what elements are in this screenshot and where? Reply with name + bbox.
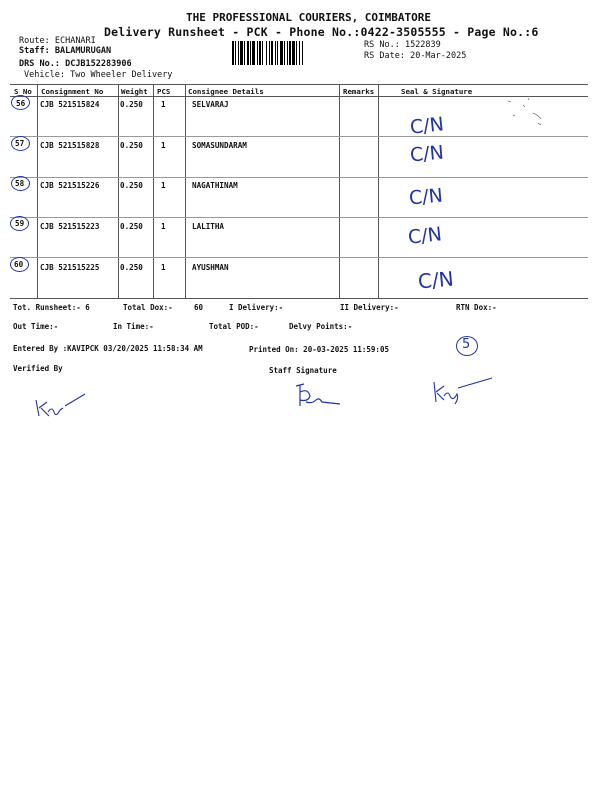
route-label: Route: bbox=[19, 36, 50, 46]
row-3-sno: 58 bbox=[15, 179, 25, 188]
row-2-consignment: CJB 521515828 bbox=[40, 141, 100, 150]
header-consignee: Consignee Details bbox=[188, 87, 264, 96]
row-1-weight: 0.250 bbox=[120, 100, 143, 109]
drs-label: DRS No.: bbox=[19, 59, 60, 69]
row-3-weight: 0.250 bbox=[120, 181, 143, 190]
page-number: 5 bbox=[462, 337, 471, 352]
row-4-pcs: 1 bbox=[161, 222, 166, 231]
table-top-border bbox=[10, 84, 588, 85]
route-value: ECHANARI bbox=[54, 36, 96, 46]
header-sno: S No bbox=[14, 87, 32, 96]
staff-label: Staff: bbox=[19, 46, 50, 56]
header-consignment: Consignment No bbox=[41, 87, 104, 96]
staff-value: BALAMURUGAN bbox=[54, 46, 112, 56]
row-5-pcs: 1 bbox=[161, 263, 166, 272]
row-divider-4 bbox=[10, 257, 588, 258]
row-1-pcs: 1 bbox=[161, 100, 166, 109]
row-4-signature: C/N bbox=[406, 223, 443, 249]
row-5-signature: C/N bbox=[417, 266, 455, 294]
row-divider-1 bbox=[10, 136, 588, 137]
row-3-signature: C/N bbox=[408, 184, 444, 210]
out-time: Out Time:- bbox=[13, 322, 59, 331]
row-5-consignment: CJB 521515225 bbox=[40, 263, 100, 272]
row-3-consignment: CJB 521515226 bbox=[40, 181, 100, 190]
route-line bbox=[19, 36, 96, 46]
rs-date-value: 20-Mar-2025 bbox=[410, 51, 467, 61]
drs-value: DCJB152283906 bbox=[65, 59, 132, 69]
ii-delivery: II Delivery:- bbox=[340, 303, 399, 312]
staff-signature bbox=[292, 380, 352, 410]
vehicle-label: Vehicle: bbox=[24, 70, 65, 80]
row-3-pcs: 1 bbox=[161, 181, 166, 190]
rs-date-line bbox=[364, 51, 466, 61]
row-1-sno: 56 bbox=[16, 99, 26, 108]
row-divider-2 bbox=[10, 177, 588, 178]
header-remarks: Remarks bbox=[343, 87, 375, 96]
row-2-sno: 57 bbox=[15, 139, 25, 148]
delvy-points: Delvy Points:- bbox=[289, 322, 353, 331]
verified-signature bbox=[33, 392, 103, 422]
stray-marks bbox=[498, 93, 558, 133]
row-2-signature: C/N bbox=[409, 141, 445, 167]
staff-signature-label: Staff Signature bbox=[269, 366, 337, 375]
col-divider-6 bbox=[378, 84, 379, 298]
row-5-sno: 60 bbox=[14, 260, 24, 269]
col-divider-5 bbox=[339, 84, 340, 298]
col-divider-3 bbox=[153, 84, 154, 298]
drs-line bbox=[19, 59, 132, 69]
row-4-consignment: CJB 521515223 bbox=[40, 222, 100, 231]
i-delivery: I Delivery:- bbox=[229, 303, 284, 312]
row-3-consignee: NAGATHINAM bbox=[192, 181, 238, 190]
header-weight: Weight bbox=[121, 87, 148, 96]
barcode-graphic bbox=[232, 41, 357, 65]
rs-no-value: 1522839 bbox=[404, 40, 441, 50]
header-pcs: PCS bbox=[157, 87, 171, 96]
row-5-consignee: AYUSHMAN bbox=[192, 263, 229, 272]
staff-line bbox=[19, 46, 111, 56]
row-4-weight: 0.250 bbox=[120, 222, 143, 231]
row-2-consignee: SOMASUNDARAM bbox=[192, 141, 247, 150]
header-seal-signature: Seal & Signature bbox=[401, 87, 473, 96]
runsheet-title: Delivery Runsheet - PCK - Phone No.:0422-3505555 - Page No.:6 bbox=[104, 25, 539, 39]
row-divider-3 bbox=[10, 217, 588, 218]
rtn-dox: RTN Dox:- bbox=[456, 303, 497, 312]
total-dox-value: 60 bbox=[194, 303, 204, 312]
row-2-sno-circle bbox=[11, 136, 30, 151]
row-2-weight: 0.250 bbox=[120, 141, 143, 150]
row-3-sno-circle bbox=[11, 176, 30, 191]
row-5-sno-circle bbox=[10, 257, 29, 272]
row-4-consignee: LALITHA bbox=[192, 222, 225, 231]
col-divider-1 bbox=[37, 84, 38, 298]
third-signature bbox=[430, 376, 500, 406]
row-5-weight: 0.250 bbox=[120, 263, 143, 272]
total-pod: Total POD:- bbox=[209, 322, 259, 331]
vehicle-line bbox=[24, 70, 172, 80]
col-divider-4 bbox=[185, 84, 186, 298]
row-1-consignee: SELVARAJ bbox=[192, 100, 229, 109]
rs-no-label: RS No.: bbox=[364, 40, 400, 50]
col-divider-2 bbox=[118, 84, 119, 298]
company-name: THE PROFESSIONAL COURIERS, COIMBATORE bbox=[186, 11, 432, 24]
row-1-signature: C/N bbox=[408, 113, 445, 139]
tot-runsheet: Tot. Runsheet:- 6 bbox=[13, 303, 90, 312]
verified-by: Verified By bbox=[13, 364, 63, 373]
entered-by: Entered By :KAVIPCK 03/20/2025 11:58:34 AM bbox=[13, 344, 203, 353]
row-4-sno: 59 bbox=[15, 219, 25, 228]
rs-date-label: RS Date: bbox=[364, 51, 405, 61]
row-1-sno-circle bbox=[11, 95, 30, 110]
rs-no-line bbox=[364, 40, 441, 50]
printed-on: Printed On: 20-03-2025 11:59:05 bbox=[249, 345, 389, 354]
in-time: In Time:- bbox=[113, 322, 154, 331]
vehicle-value: Two Wheeler Delivery bbox=[70, 70, 173, 80]
table-bottom-border bbox=[10, 298, 588, 299]
total-dox-label: Total Dox:- bbox=[123, 303, 173, 312]
row-1-consignment: CJB 521515824 bbox=[40, 100, 100, 109]
row-4-sno-circle bbox=[10, 216, 29, 231]
row-2-pcs: 1 bbox=[161, 141, 166, 150]
